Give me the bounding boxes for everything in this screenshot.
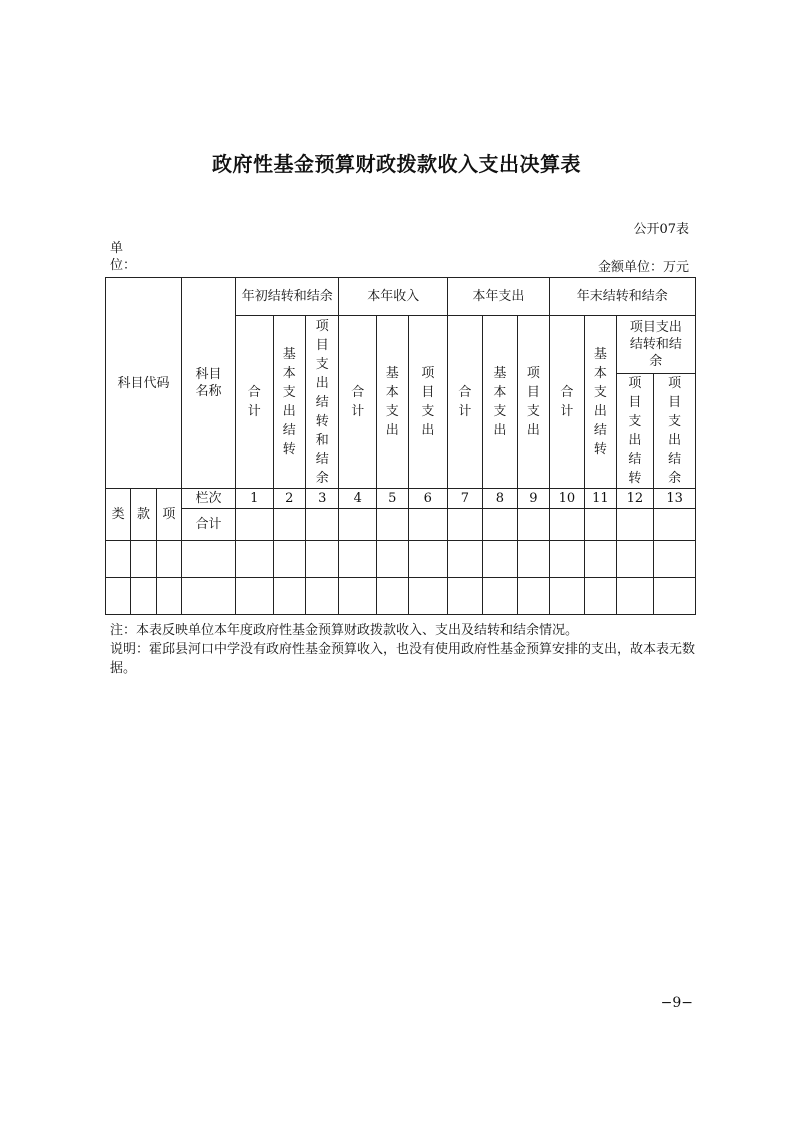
column-number: 12 [616, 489, 654, 509]
column-number: 11 [585, 489, 616, 509]
table-cell [156, 578, 181, 615]
closing-project-carryover-header: 项目支出结转 [616, 374, 654, 489]
table-cell [549, 578, 585, 615]
income-basic-header: 基本支出 [377, 316, 408, 489]
table-cell [585, 578, 616, 615]
table-cell [654, 578, 696, 615]
table-cell [106, 578, 131, 615]
document-title: 政府性基金预算财政拨款收入支出决算表 [212, 152, 581, 176]
page-number: −9− [660, 995, 693, 1011]
table-cell [305, 509, 339, 541]
table-cell [339, 578, 377, 615]
table-cell [235, 541, 273, 578]
table-cell [273, 509, 305, 541]
column-number: 2 [273, 489, 305, 509]
column-number: 5 [377, 489, 408, 509]
subject-code-header: 科目代码 [106, 278, 182, 489]
column-number: 13 [654, 489, 696, 509]
table-cell [235, 509, 273, 541]
table-cell [482, 509, 518, 541]
table-cell [654, 541, 696, 578]
notes [110, 621, 700, 678]
table-row [106, 578, 696, 615]
total-row-label: 合计 [182, 509, 236, 541]
opening-total-header: 合计 [235, 316, 273, 489]
closing-basic-header: 基本支出结转 [585, 316, 616, 489]
column-number: 4 [339, 489, 377, 509]
expense-header: 本年支出 [448, 278, 550, 316]
table-cell [654, 509, 696, 541]
table-cell [482, 541, 518, 578]
report-table [105, 277, 696, 615]
table-cell [182, 578, 236, 615]
table-cell [448, 509, 483, 541]
table-cell [518, 541, 549, 578]
table-cell [339, 509, 377, 541]
opening-project-header: 项目支出结转和结余 [305, 316, 339, 489]
opening-balance-header: 年初结转和结余 [235, 278, 339, 316]
table-cell [585, 541, 616, 578]
closing-balance-header: 年末结转和结余 [549, 278, 695, 316]
table-cell [518, 578, 549, 615]
table-cell [448, 578, 483, 615]
table-cell [616, 509, 654, 541]
table-cell [339, 541, 377, 578]
income-project-header: 项目支出 [408, 316, 448, 489]
subject-name-header: 科目名称 [182, 278, 236, 489]
table-cell [377, 509, 408, 541]
table-cell [549, 541, 585, 578]
table-cell [616, 541, 654, 578]
table-cell [549, 509, 585, 541]
table-cell [235, 578, 273, 615]
table-cell [408, 509, 448, 541]
code-subitem-header: 项 [156, 489, 181, 541]
table-cell [408, 541, 448, 578]
expense-basic-header: 基本支出 [482, 316, 518, 489]
table-cell [273, 541, 305, 578]
table-cell [408, 578, 448, 615]
column-number: 3 [305, 489, 339, 509]
table-cell [182, 541, 236, 578]
expense-project-header: 项目支出 [518, 316, 549, 489]
table-cell [482, 578, 518, 615]
column-number: 8 [482, 489, 518, 509]
note-text: 注：本表反映单位本年度政府性基金预算财政拨款收入、支出及结转和结余情况。 [110, 623, 579, 638]
opening-basic-header: 基本支出结转 [273, 316, 305, 489]
table-cell [518, 509, 549, 541]
table-cell [156, 541, 181, 578]
form-number: 公开07表 [633, 222, 689, 237]
table-cell [377, 541, 408, 578]
table-cell [448, 541, 483, 578]
table-cell [305, 541, 339, 578]
table-cell [305, 578, 339, 615]
table-cell [273, 578, 305, 615]
table-cell [616, 578, 654, 615]
code-item-header: 款 [131, 489, 156, 541]
table-cell [131, 578, 156, 615]
table-cell [131, 541, 156, 578]
income-header: 本年收入 [339, 278, 448, 316]
closing-project-balance-header: 项目支出结余 [654, 374, 696, 489]
column-number: 10 [549, 489, 585, 509]
column-number: 9 [518, 489, 549, 509]
amount-unit: 金额单位：万元 [597, 260, 689, 275]
table-cell [106, 541, 131, 578]
table-row [106, 541, 696, 578]
column-number: 1 [235, 489, 273, 509]
row-index-label: 栏次 [182, 489, 236, 509]
table-cell [585, 509, 616, 541]
column-number: 6 [408, 489, 448, 509]
expense-total-header: 合计 [448, 316, 483, 489]
closing-total-header: 合计 [549, 316, 585, 489]
column-number: 7 [448, 489, 483, 509]
explanation-text: 说明：霍邱县河口中学没有政府性基金预算收入，也没有使用政府性基金预算安排的支出，故本表无数据。 [110, 642, 696, 676]
unit-label: 单位： [110, 241, 137, 273]
income-total-header: 合计 [339, 316, 377, 489]
table-cell [377, 578, 408, 615]
code-class-header: 类 [106, 489, 131, 541]
closing-project-group-header: 项目支出结转和结余 [616, 316, 695, 374]
